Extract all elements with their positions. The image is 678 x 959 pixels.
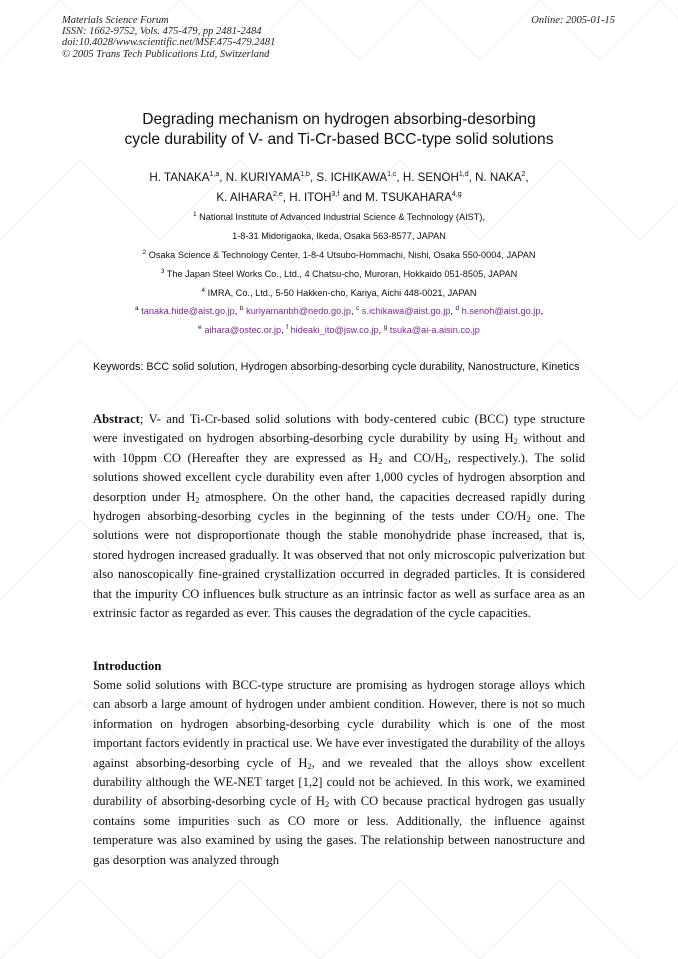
author-sup: 1,d (458, 171, 469, 178)
author-sup: 1,c (387, 171, 397, 178)
intro-text: with CO because practical hydrogen gas usually contains some impurities such as CO more or less. Additionally, the influence against temperature was also examined by using the gases. The relationship between nanostructure and gas desorption was analyzed through (93, 794, 585, 867)
author-name: S. ICHIKAWA (316, 171, 388, 184)
author-name: H. ITOH (289, 190, 332, 204)
subscript: 2 (526, 514, 531, 525)
and-word: and (342, 190, 362, 204)
abstract-text: without and with 10ppm CO (Hereafter they are expressed as H (93, 431, 586, 465)
affiliation-line (40, 246, 638, 265)
email-sup: a (135, 305, 139, 312)
email-sup: f (286, 324, 288, 331)
abstract-text: , respectively.). The solid solutions showed excellent cycle durability even after 1,000 cycles of hydrogen absorption and desorption under H (93, 450, 585, 504)
affiliation-line (40, 227, 638, 246)
keywords: Keywords: BCC solid solution, Hydrogen absorbing-desorbing cycle durability, Nanostructure, Kinetics (93, 361, 580, 373)
email-sup: d (455, 305, 460, 312)
email-link[interactable]: hideaki_ito@jsw.co.jp (290, 325, 379, 335)
author-line: H. TANAKA$^{1,a}$, N. KURIYAMA$^{1,b}$, S. ICHIKAWA$^{1,c}$, H. SENOH$^{1,d}$, N. NAKA$^2$, (149, 171, 529, 184)
email-link[interactable]: tanaka.hide@aist.go.jp (141, 306, 235, 316)
abstract (93, 410, 585, 623)
abstract-text: and CO/H (382, 450, 444, 465)
journal-line: © 2005 Trans Tech Publications Ltd, Switzerland (62, 48, 270, 60)
journal-line: Materials Science Forum (62, 15, 169, 26)
author-line: K. AIHARA$^{2,e}$, H. ITOH$^{3,f}$ and M. TSUKAHARA$^{4,g}$ (216, 190, 462, 204)
affiliation-text: National Institute of Advanced Industrial Science & Technology (AIST), (199, 212, 485, 222)
abstract-text: one. The solutions were not disproportionate though the stable monohydride phase increased, that is, stored hydrogen increased gradually. It was observed that not only microscopic pulverization but also nanoscopically fine-grained crystallization occurred in degraded particles. It is considered that the impurity CO influences bulk structure as an intrinsic factor as well as surface area as an extrinsic factor as regarded as ever. This causes the degradation of the cycle capacities. (93, 509, 586, 621)
affiliation-sup: 4 (201, 287, 206, 294)
affiliation-text: IMRA, Co., Ltd., 5-50 Hakken-cho, Kariya, Aichi 448-0021, JAPAN (207, 288, 477, 298)
email-sup: c (356, 305, 360, 312)
affiliation-sup: 2 (142, 249, 147, 256)
email-link[interactable]: tsuka@ai-a.aisin.co.jp (389, 325, 480, 335)
abstract-label: Abstract (93, 412, 140, 426)
author-name: H. TANAKA (149, 171, 210, 184)
subscript: 2 (513, 436, 518, 447)
title-line: cycle durability of V- and Ti-Cr-based BCC-type solid solutions (124, 131, 554, 148)
author-sup: 2 (521, 171, 526, 178)
author-sup: 1,b (300, 171, 310, 178)
intro-text: Some solid solutions with BCC-type structure are promising as hydrogen storage alloys which can absorb a large amount of hydrogen under ambient condition. However, there is not so much information on hydrogen absorbing-desorbing cycle durability which is one of the most important factors evidently in practical use. We have ever investigated the durability of the alloys against absorbing-desorbing cycle of H (93, 678, 585, 770)
affiliation-sup: 3 (160, 268, 165, 275)
email-line: $^a$ tanaka.hide@aist.go.jp, $^b$ kuriyamanbh@nedo.go.jp, $^c$ s.ichikawa@aist.go.jp, $^d$ h.senoh@aist.go.jp, (135, 305, 543, 316)
author-name: H. SENOH (402, 171, 459, 184)
email-link[interactable]: kuriyamanbh@nedo.go.jp (246, 306, 351, 316)
affiliation-text: The Japan Steel Works Co., Ltd., 4 Chatsu-cho, Muroran, Hokkaido 051-8505, JAPAN (166, 269, 518, 279)
paper-title (40, 110, 638, 150)
subscript: 2 (324, 799, 330, 810)
affiliations (40, 208, 638, 303)
subscript: 2 (378, 455, 383, 466)
journal-line: doi:10.4028/www.scientific.net/MSF.475-479.2481 (62, 37, 276, 49)
affiliation-line (40, 265, 638, 284)
author-name: N. KURIYAMA (225, 171, 301, 184)
email-sup: e (198, 324, 202, 331)
email-link[interactable]: aihara@ostec.or.jp (204, 325, 282, 335)
subscript: 2 (195, 494, 200, 505)
author-sup: 3,f (331, 190, 340, 198)
author-name: M. TSUKAHARA (365, 190, 452, 204)
email-sup: g (383, 324, 388, 331)
intro-text: , and we revealed that the alloys show excellent durability although the WE-NET target [1,2] could not be achieved. In this work, we examined durability of absorbing-desorbing cycle of H (93, 755, 585, 809)
affiliation-sup: 1 (192, 211, 197, 218)
author-name: K. AIHARA (216, 190, 274, 204)
subscript: 2 (443, 455, 448, 466)
email-link[interactable]: h.senoh@aist.go.jp (461, 306, 541, 316)
author-sup: 2,e (273, 190, 283, 198)
author-name: N. NAKA (475, 171, 522, 184)
author-sup: 1,a (209, 171, 220, 178)
journal-info (62, 15, 275, 60)
title-line: Degrading mechanism on hydrogen absorbing-desorbing (142, 111, 536, 128)
affiliation-text: 1-8-31 Midorigaoka, Ikeda, Osaka 563-8577, JAPAN (232, 231, 446, 241)
email-link[interactable]: s.ichikawa@aist.go.jp (361, 306, 451, 316)
journal-line: ISSN: 1662-9752, Vols. 475-479, pp 2481-2484 (62, 26, 262, 38)
abstract-text: atmosphere. On the other hand, the capacities decreased rapidly during hydrogen absorbing-desorbing cycles in the beginning of the tests under CO/H (93, 489, 586, 524)
affiliation-line (40, 208, 638, 227)
email-line: $^e$ aihara@ostec.or.jp, $^f$ hideaki_ito@jsw.co.jp, $^g$ tsuka@ai-a.aisin.co.jp (198, 324, 480, 335)
email-sup: b (239, 305, 244, 312)
section-heading: Introduction (93, 659, 162, 673)
email-list (40, 302, 638, 340)
subscript: 2 (307, 760, 312, 771)
author-list (40, 168, 638, 207)
introduction-text (93, 676, 585, 870)
online-date: Online: 2005-01-15 (531, 15, 615, 26)
affiliation-text: Osaka Science & Technology Center, 1-8-4 Utsubo-Hommachi, Nishi, Osaka 550-0004, JAPAN (148, 250, 536, 260)
affiliation-line (40, 284, 638, 303)
abstract-text: ; V- and Ti-Cr-based solid solutions with body-centered cubic (BCC) type structure were investigated on hydrogen absorbing-desorbing cycle durability by using H (93, 412, 585, 446)
author-sup: 4,g (451, 190, 462, 198)
